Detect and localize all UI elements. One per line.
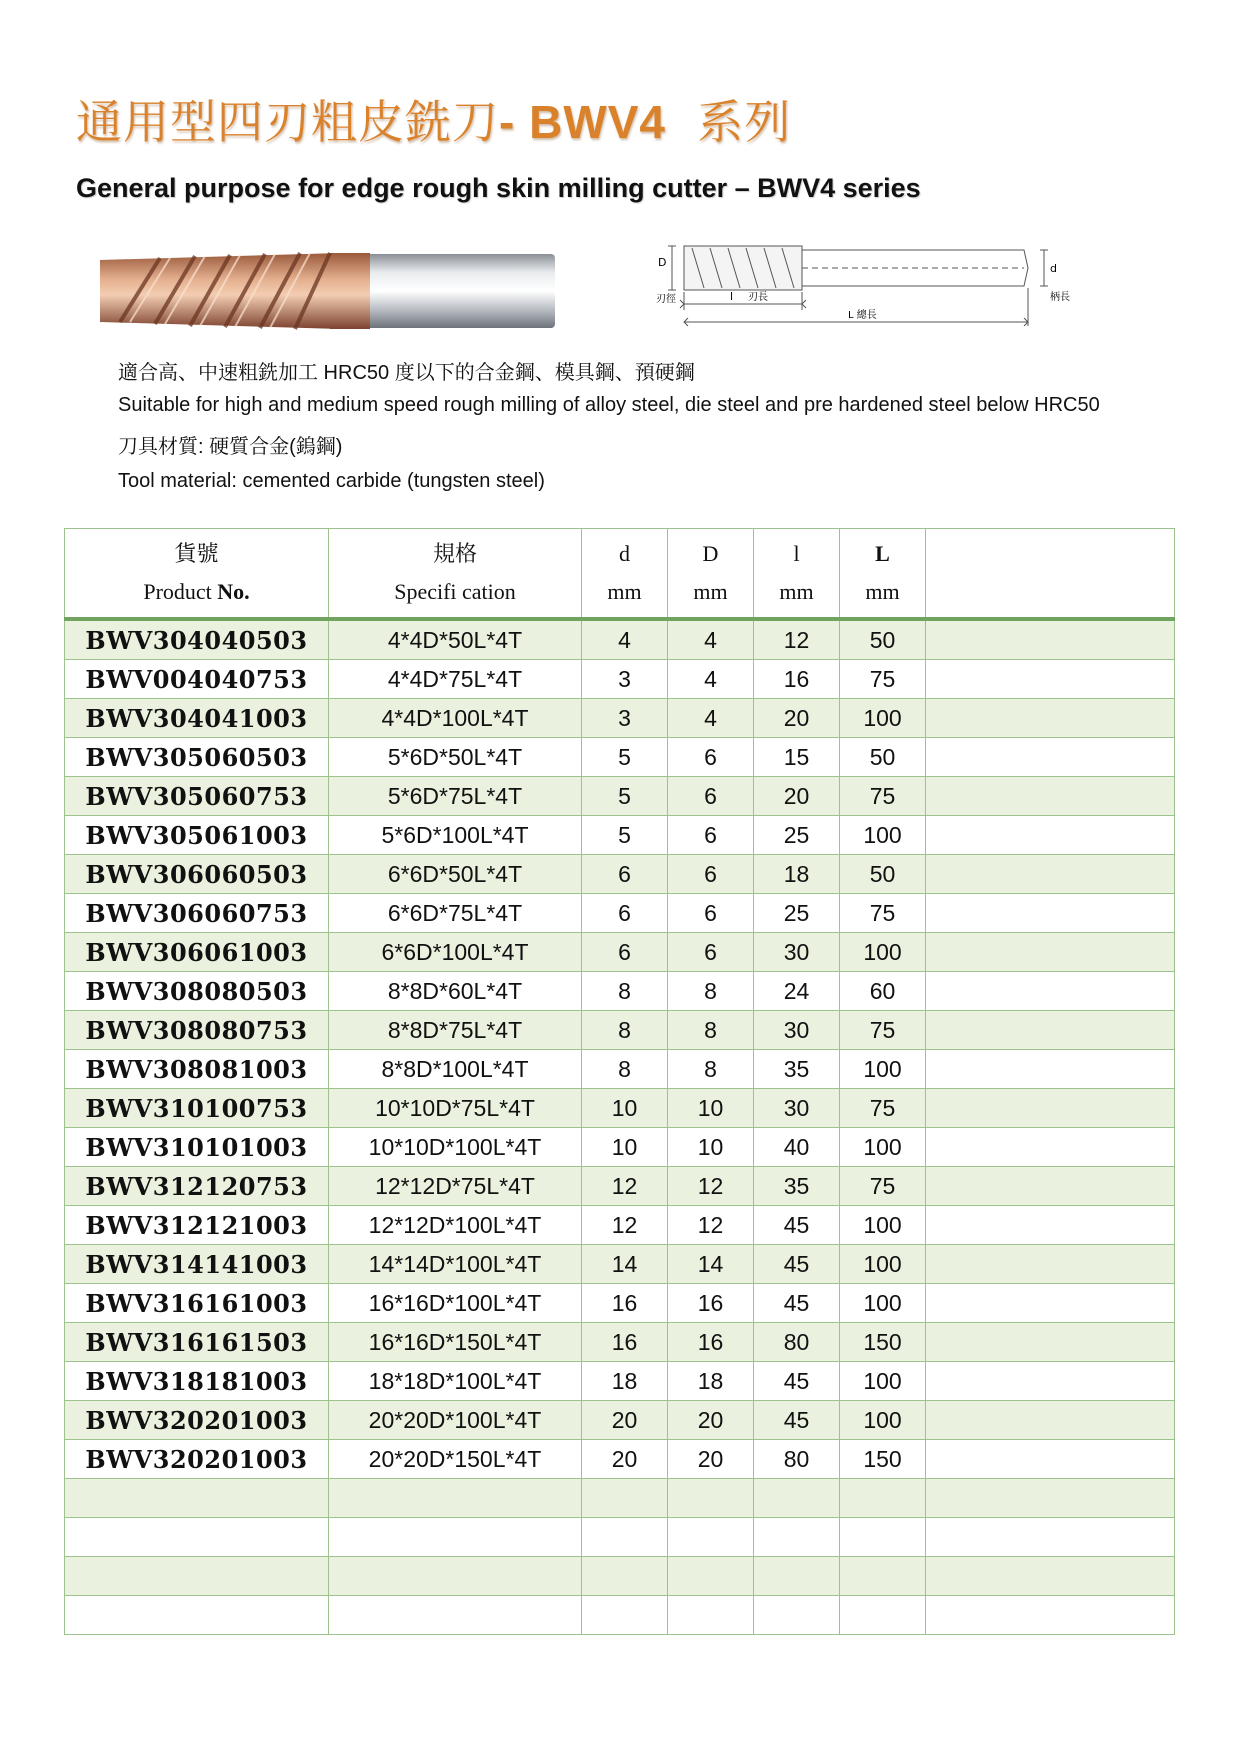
cell-l: 20 [754,699,840,738]
cell-l [754,1479,840,1518]
cell-D: 20 [668,1401,754,1440]
cell-L [840,1479,926,1518]
cell-d: 3 [582,699,668,738]
cell-blank [926,1050,1175,1089]
cell-D [668,1518,754,1557]
cell-blank [926,1323,1175,1362]
cell-d: 5 [582,816,668,855]
cell-specification: 5*6D*50L*4T [329,738,582,777]
header-top-label: L [875,541,890,566]
cell-L: 75 [840,660,926,699]
page-title-cn [76,86,791,152]
cell-l: 24 [754,972,840,1011]
table-row [65,1323,1175,1362]
cell-blank [926,1011,1175,1050]
table-row [65,1362,1175,1401]
cell-L [840,1596,926,1635]
cell-D [668,1596,754,1635]
header-bottom-text: mm [779,579,814,604]
cell-specification: 10*10D*100L*4T [329,1128,582,1167]
table-row [65,1557,1175,1596]
cell-specification: 6*6D*75L*4T [329,894,582,933]
cell-D: 16 [668,1284,754,1323]
cell-d: 18 [582,1362,668,1401]
cell-product-no: BWV312120753 [65,1167,329,1206]
header-bottom-text: mm [865,579,900,604]
table-row [65,1284,1175,1323]
cell-l: 45 [754,1362,840,1401]
header-specification [329,529,582,620]
cell-L: 75 [840,1089,926,1128]
header-product-no [65,529,329,620]
cell-D: 14 [668,1245,754,1284]
cell-blank [926,699,1175,738]
cell-D: 8 [668,1011,754,1050]
cell-product-no: BWV306060753 [65,894,329,933]
cell-l: 45 [754,1206,840,1245]
cell-blank [926,933,1175,972]
cell-l: 35 [754,1050,840,1089]
cell-L: 100 [840,1362,926,1401]
header-top-label: l [793,541,800,566]
cell-l [754,1596,840,1635]
table-row [65,1206,1175,1245]
cell-D: 4 [668,619,754,660]
header-D [668,529,754,620]
cell-specification: 8*8D*60L*4T [329,972,582,1011]
title-cn-text: 通用型四刃粗皮銑刀 [76,95,499,149]
cell-d [582,1479,668,1518]
cell-l: 25 [754,816,840,855]
cell-product-no [65,1596,329,1635]
cell-L: 100 [840,816,926,855]
cell-L: 100 [840,1050,926,1089]
cell-d: 8 [582,1050,668,1089]
table-row [65,660,1175,699]
cell-L: 150 [840,1440,926,1479]
cell-blank [926,1401,1175,1440]
cell-l: 30 [754,1089,840,1128]
cell-l: 18 [754,855,840,894]
cell-specification: 8*8D*75L*4T [329,1011,582,1050]
label-d: d [1050,262,1057,275]
cell-l: 80 [754,1440,840,1479]
cell-d: 4 [582,619,668,660]
header-blank [926,529,1175,620]
table-row [65,777,1175,816]
cell-specification: 6*6D*50L*4T [329,855,582,894]
cell-d: 6 [582,894,668,933]
cell-specification [329,1518,582,1557]
cell-blank [926,1479,1175,1518]
cell-d: 3 [582,660,668,699]
cell-product-no: BWV314141003 [65,1245,329,1284]
cell-product-no: BWV305060503 [65,738,329,777]
cell-D: 6 [668,894,754,933]
cell-specification: 12*12D*100L*4T [329,1206,582,1245]
cell-blank [926,1089,1175,1128]
header-bottom-text: Product [143,579,218,604]
table-row [65,1518,1175,1557]
cell-L: 100 [840,1245,926,1284]
cell-l: 30 [754,1011,840,1050]
cell-blank [926,1440,1175,1479]
cell-L: 100 [840,933,926,972]
cell-product-no: BWV316161503 [65,1323,329,1362]
cell-specification: 20*20D*100L*4T [329,1401,582,1440]
cell-L: 100 [840,1206,926,1245]
cell-D: 4 [668,660,754,699]
header-top-label: 貨號 [174,541,219,566]
cell-specification: 4*4D*100L*4T [329,699,582,738]
cell-l [754,1557,840,1596]
cell-l: 45 [754,1245,840,1284]
cell-product-no [65,1479,329,1518]
cell-D: 18 [668,1362,754,1401]
header-L [840,529,926,620]
header-bottom-label [754,573,839,611]
cell-d: 12 [582,1206,668,1245]
cell-D: 6 [668,855,754,894]
cell-blank [926,738,1175,777]
cell-product-no: BWV004040753 [65,660,329,699]
cell-specification: 14*14D*100L*4T [329,1245,582,1284]
cell-blank [926,1284,1175,1323]
cell-d [582,1596,668,1635]
cell-L: 150 [840,1323,926,1362]
cell-L [840,1518,926,1557]
label-total-length: L 總長 [848,310,877,321]
table-row [65,1440,1175,1479]
cell-specification: 8*8D*100L*4T [329,1050,582,1089]
table-row [65,816,1175,855]
cell-D: 6 [668,933,754,972]
cell-l: 25 [754,894,840,933]
cell-specification: 16*16D*150L*4T [329,1323,582,1362]
cell-D: 6 [668,816,754,855]
cell-L: 75 [840,894,926,933]
cell-d: 10 [582,1128,668,1167]
cell-product-no: BWV308080753 [65,1011,329,1050]
cell-blank [926,1362,1175,1401]
cell-blank [926,660,1175,699]
label-blade-length: 刃長 [748,292,768,303]
cell-L: 75 [840,777,926,816]
cell-blank [926,1167,1175,1206]
table-header-row [65,529,1175,620]
cell-product-no: BWV318181003 [65,1362,329,1401]
table-row [65,1167,1175,1206]
header-bottom-label [329,573,581,611]
label-blade-diameter: 刃徑 [656,294,676,305]
cell-D: 16 [668,1323,754,1362]
header-bottom-text: Specifi cation [394,579,516,604]
table-row [65,1479,1175,1518]
cell-L: 100 [840,1284,926,1323]
cell-blank [926,777,1175,816]
cell-blank [926,1245,1175,1284]
description-en-1: Suitable for high and medium speed rough milling of alloy steel, die steel and pre hardened steel below HRC50 [118,394,1100,416]
table-row [65,1596,1175,1635]
cell-product-no: BWV310100753 [65,1089,329,1128]
cell-D: 4 [668,699,754,738]
cell-specification: 12*12D*75L*4T [329,1167,582,1206]
cell-specification: 4*4D*50L*4T [329,619,582,660]
cell-D: 8 [668,972,754,1011]
cell-l: 45 [754,1401,840,1440]
page-subtitle: General purpose for edge rough skin milling cutter – BWV4 series [76,173,921,203]
cell-product-no: BWV320201003 [65,1401,329,1440]
header-bottom-label [840,573,925,611]
cell-product-no: BWV305060753 [65,777,329,816]
cell-specification [329,1479,582,1518]
header-bottom-text: mm [607,579,642,604]
label-shank: 柄長 [1050,292,1070,303]
cell-D: 20 [668,1440,754,1479]
cell-product-no: BWV308081003 [65,1050,329,1089]
cell-l: 45 [754,1284,840,1323]
table-row [65,894,1175,933]
header-bottom-label [65,573,328,611]
cell-L: 100 [840,1401,926,1440]
cell-blank [926,855,1175,894]
description-cn-2: 刀具材質: 硬質合金(鎢鋼) [118,436,343,458]
cell-L: 60 [840,972,926,1011]
cell-specification: 20*20D*150L*4T [329,1440,582,1479]
cell-d [582,1518,668,1557]
cell-D [668,1479,754,1518]
cell-product-no: BWV308080503 [65,972,329,1011]
header-top-label: D [702,541,719,566]
cell-d [582,1557,668,1596]
title-code: - BWV4 [499,96,666,148]
header-bottom-label [668,573,753,611]
label-D: D [658,256,667,269]
cell-d: 14 [582,1245,668,1284]
cell-L: 75 [840,1011,926,1050]
cell-product-no: BWV306060503 [65,855,329,894]
cell-blank [926,619,1175,660]
label-l: l [730,290,734,303]
table-row [65,738,1175,777]
cell-d: 10 [582,1089,668,1128]
cell-d: 6 [582,855,668,894]
table-row [65,619,1175,660]
cell-specification [329,1596,582,1635]
cell-L: 100 [840,1128,926,1167]
cell-l: 30 [754,933,840,972]
cell-D: 8 [668,1050,754,1089]
cell-product-no: BWV320201003 [65,1440,329,1479]
cell-product-no: BWV316161003 [65,1284,329,1323]
table-row [65,933,1175,972]
cell-specification: 6*6D*100L*4T [329,933,582,972]
dimension-drawing [652,240,1084,332]
cell-d: 16 [582,1284,668,1323]
cell-specification: 4*4D*75L*4T [329,660,582,699]
cell-product-no: BWV310101003 [65,1128,329,1167]
header-top-label: 規格 [432,541,477,566]
header-l [754,529,840,620]
table-row [65,855,1175,894]
cell-L: 50 [840,855,926,894]
cell-l: 20 [754,777,840,816]
cell-l: 35 [754,1167,840,1206]
cell-l: 16 [754,660,840,699]
table-row [65,972,1175,1011]
cell-l: 80 [754,1323,840,1362]
cell-d: 20 [582,1401,668,1440]
description-en-2: Tool material: cemented carbide (tungsten steel) [118,470,545,492]
cell-d: 6 [582,933,668,972]
cell-l: 15 [754,738,840,777]
cell-product-no: BWV312121003 [65,1206,329,1245]
header-d [582,529,668,620]
cell-l [754,1518,840,1557]
cell-product-no: BWV304041003 [65,699,329,738]
header-bottom-text: mm [693,579,728,604]
cell-d: 5 [582,738,668,777]
cell-blank [926,1596,1175,1635]
spec-table [64,528,1175,1635]
cell-L: 100 [840,699,926,738]
table-row [65,1128,1175,1167]
table-row [65,1050,1175,1089]
milling-cutter-photo [100,250,560,332]
cell-product-no: BWV304040503 [65,619,329,660]
table-row [65,1011,1175,1050]
cell-L: 50 [840,738,926,777]
cell-L [840,1557,926,1596]
cell-blank [926,1206,1175,1245]
cell-blank [926,972,1175,1011]
cell-l: 12 [754,619,840,660]
cell-d: 12 [582,1167,668,1206]
cell-D [668,1557,754,1596]
description-cn-1: 適合高、中速粗銑加工 HRC50 度以下的合金鋼、模具鋼、預硬鋼 [118,362,695,384]
cell-D: 10 [668,1128,754,1167]
table-row [65,699,1175,738]
header-bottom-bold-text: No. [217,579,250,604]
cell-specification: 5*6D*100L*4T [329,816,582,855]
cell-D: 6 [668,777,754,816]
table-row [65,1245,1175,1284]
cell-l: 40 [754,1128,840,1167]
cell-specification [329,1557,582,1596]
cell-d: 16 [582,1323,668,1362]
table-row [65,1089,1175,1128]
cell-blank [926,1128,1175,1167]
cell-D: 6 [668,738,754,777]
cell-blank [926,1518,1175,1557]
cell-specification: 16*16D*100L*4T [329,1284,582,1323]
header-bottom-label [582,573,667,611]
table-row [65,1401,1175,1440]
cell-product-no: BWV305061003 [65,816,329,855]
cell-d: 5 [582,777,668,816]
header-top-label: d [619,541,630,566]
cell-D: 10 [668,1089,754,1128]
cell-d: 8 [582,1011,668,1050]
cell-L: 75 [840,1167,926,1206]
title-suffix: 系列 [697,95,792,149]
cell-D: 12 [668,1206,754,1245]
cell-d: 8 [582,972,668,1011]
cell-blank [926,1557,1175,1596]
cell-d: 20 [582,1440,668,1479]
cell-L: 50 [840,619,926,660]
cell-specification: 18*18D*100L*4T [329,1362,582,1401]
cell-specification: 5*6D*75L*4T [329,777,582,816]
cell-product-no: BWV306061003 [65,933,329,972]
cell-product-no [65,1518,329,1557]
cell-blank [926,894,1175,933]
cell-D: 12 [668,1167,754,1206]
cell-specification: 10*10D*75L*4T [329,1089,582,1128]
table-body [65,619,1175,1635]
cell-blank [926,816,1175,855]
cell-product-no [65,1557,329,1596]
